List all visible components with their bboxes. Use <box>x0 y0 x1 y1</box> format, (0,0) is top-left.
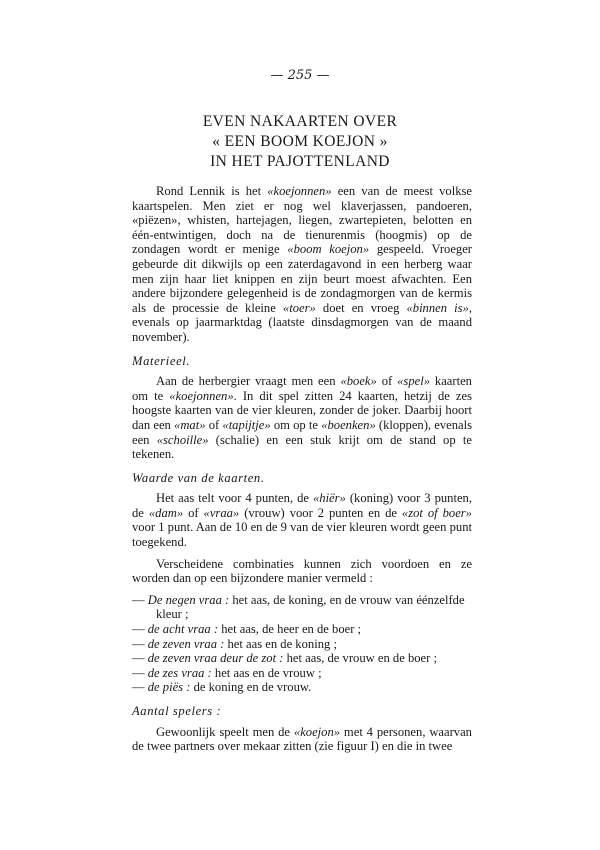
list-item: — de zeven vraa : het aas en de koning ; <box>132 637 472 652</box>
section-heading-spelers: Aantal spelers : <box>132 704 222 718</box>
list-item: — de piës : de koning en de vrouw. <box>132 680 472 695</box>
list-item: — De negen vraa : het aas, de koning, en de vrouw van éénzelfde kleur ; <box>132 593 472 622</box>
list-item: — de zeven vraa deur de zot : het aas, de vrouw en de boer ; <box>132 651 472 666</box>
intro-paragraph: Rond Lennik is het «koejonnen» een van de meest volkse kaartspelen. Men ziet er nog wel klaverjassen, pandoeren, «piëzen», whisten, hartejagen, liegen, zwartepieten, belotten en één-entwintigen, doch na de tienurenmis (hoogmis) op de zondagen wordt er menige «boom koejon» gespeeld. Vroeger gebeurde dit dikwijls op een zaterdagavond in een herberg waar men zijn haar liet knippen en zijn beurt moest afwachten. Een andere bijzondere gelegenheid is de zondagmorgen van de kermis als de processie de kleine «toer» doet en vroeg «binnen is», evenals op jaarmarktdag (laatste dinsdagmorgen van de maand november). <box>132 184 472 344</box>
section-heading-waarde: Waarde van de kaarten. <box>132 470 265 485</box>
section-heading-materieel: Materieel. <box>132 353 191 368</box>
combinations-intro-paragraph: Verscheidene combinaties kunnen zich voordoen en ze worden dan op een bijzondere manier vermeld : <box>132 556 472 586</box>
title-line-3: IN HET PAJOTTENLAND <box>210 153 390 170</box>
list-item: — de zes vraa : het aas en de vrouw ; <box>132 666 472 681</box>
article-title <box>0 112 600 172</box>
list-item: — de acht vraa : het aas, de heer en de boer ; <box>132 622 472 637</box>
article-body <box>132 184 472 761</box>
combinations-list <box>132 593 472 695</box>
spelers-paragraph: Gewoonlijk speelt men de «koejon» met 4 personen, waarvan de twee partners over mekaar zitten (zie figuur I) en die in twee <box>132 724 472 754</box>
page-number: — 255 — <box>270 68 330 83</box>
title-line-2: « EEN BOOM KOEJON » <box>212 133 388 150</box>
waarde-paragraph: Het aas telt voor 4 punten, de «hiër» (koning) voor 3 punten, de «dam» of «vraa» (vrouw) voor 2 punten en de «zot of boer» voor 1 punt. Aan de 10 en de 9 van de vier kleuren wordt geen punt toegekend. <box>132 491 472 550</box>
materieel-paragraph: Aan de herbergier vraagt men een «boek» of «spel» kaarten om te «koejonnen». In dit spel zitten 24 kaarten, hetzij de zes hoogste kaarten van de vier kleuren, zonder de joker. Daarbij hoort dan een «mat» of «tapijtje» om op te «boenken» (kloppen), evenals een «schoille» (schalie) en een stuk krijt om de stand op te tekenen. <box>132 374 472 462</box>
title-line-1: EVEN NAKAARTEN OVER <box>202 113 398 130</box>
